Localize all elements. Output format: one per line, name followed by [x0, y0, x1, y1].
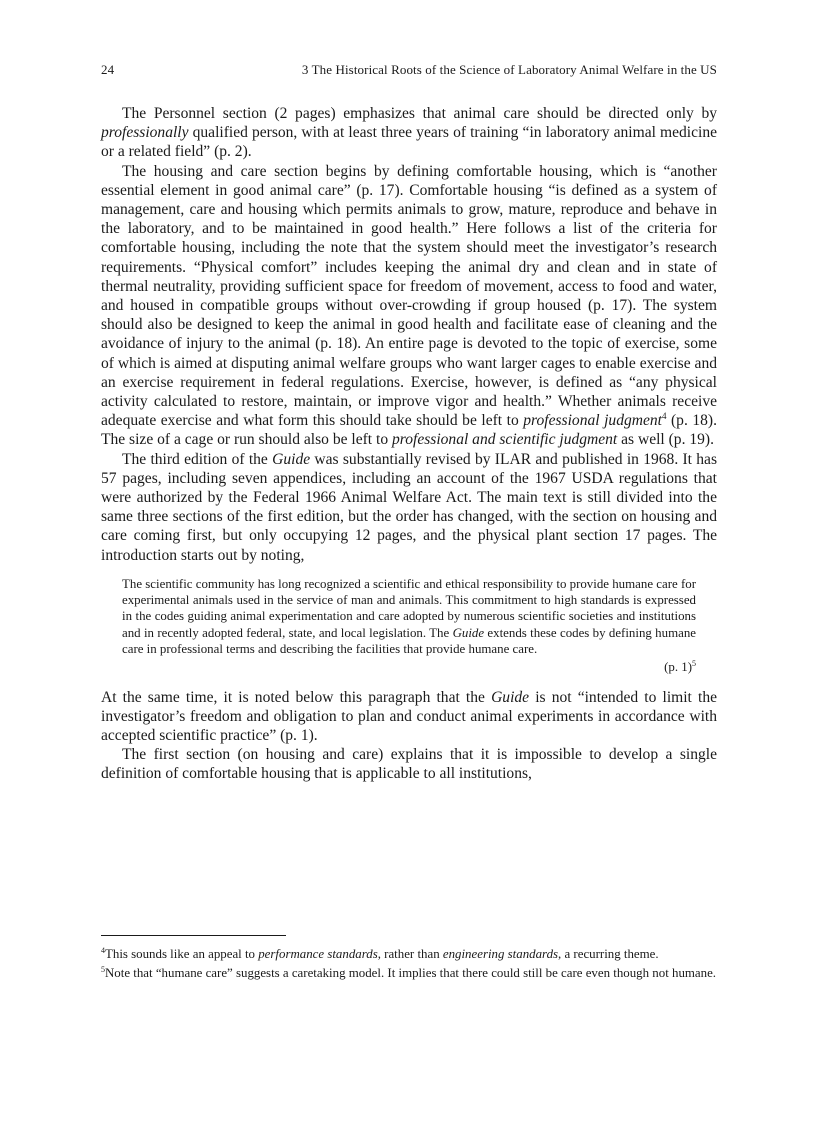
page-content: [101, 62, 717, 784]
emphasis: engineering standards: [442, 947, 559, 961]
emphasis: professional and scientific judgment: [391, 431, 618, 449]
text-run: The first section (on housing and care) explains that it is impossible to develop a single definition of comfortable housing that is applicable to all institutions,: [101, 746, 717, 783]
emphasis: professionally: [101, 124, 189, 142]
text-run: , rather than: [377, 947, 443, 961]
text-run: This sounds like an appeal to: [105, 947, 259, 961]
emphasis: performance standards: [258, 947, 378, 961]
footnote: [101, 946, 717, 962]
footnote: [101, 965, 717, 981]
text-run: The scientific community has long recognized a scientific and ethical responsibility to provide humane care for experimental animals used in the service of man and animals. This commitment to high standards is expressed in the codes guiding animal experimentation and care adopted by numerous scientific societies and institutions and in recently adopted federal, state, and local legislation. The: [122, 576, 696, 640]
body-text: [101, 104, 717, 784]
text-run: (p. 18). The size of a cage or run should also be left to: [101, 412, 717, 449]
paragraph: [101, 162, 717, 450]
quote-citation: [122, 659, 696, 675]
text-run: qualified person, with at least three years of training “in laboratory animal medicine or a related field” (p. 2).: [101, 124, 717, 161]
text-run: The Personnel section (2 pages) emphasizes that animal care should be directed only by: [122, 105, 717, 122]
footnote-number: 5: [101, 965, 105, 975]
footnote-marker: 5: [692, 659, 696, 669]
text-run: The third edition of the: [122, 450, 273, 468]
text-run: Note that “humane care” suggests a caretaking model. It implies that there could still be care even though not humane.: [105, 966, 717, 981]
footnote-number: 4: [101, 946, 105, 955]
running-header: [101, 62, 717, 78]
emphasis: Guide: [452, 625, 485, 640]
paragraph: [101, 104, 717, 162]
footnotes: [101, 935, 717, 985]
footnote-marker: 4: [661, 411, 667, 422]
text-run: extends these codes by defining humane care in professional terms and describing the facilities that provide humane care.: [122, 625, 696, 657]
text-run: The housing and care section begins by defining comfortable housing, which is “another essential element in good animal care” (p. 17). Comfortable housing “is defined as a system of management, care and housing which permits animals to grow, mature, reproduce and behave in the laboratory, and to be maintained in good health.” Here follows a list of the criteria for comfortable housing, including the note that the system should meet the investigator’s research requirements. “Physical comfort” includes keeping the animal dry and clean and in state of thermal neutrality, providing sufficient space for freedom of movement, access to food and water, and housed in compatible groups without over-crowding if group housed (p. 17). The system should also be designed to keep the animal in good health and facilitate ease of cleaning and the avoidance of injury to the animal (p. 18). An entire page is devoted to the topic of exercise, some of which is aimed at disputing animal welfare groups who want larger cages to enable exercise and an exercise requirement in federal regulations. Exercise, however, is defined as “any physical activity calculated to restore, maintain, or improve vigor and health.” Whether animals receive adequate exercise and what form this should take should be left to: [101, 162, 717, 430]
text-run: as well (p. 19).: [617, 431, 714, 449]
text-run: was substantially revised by ILAR and published in 1968. It has 57 pages, including seven appendices, including an account of the 1967 USDA regulations that were authorized by the Federal 1966 Animal Welfare Act. The main text is still divided into the same three sections of the first edition, but the order has changed, with the section on housing and care coming first, but only occupying 12 pages, and the physical plant section 17 pages. The introduction starts out by noting,: [101, 450, 718, 564]
paragraph: [101, 688, 717, 746]
block-quote: [122, 576, 696, 676]
text-run: , a recurring theme.: [558, 947, 659, 961]
emphasis: Guide: [272, 450, 311, 468]
emphasis: Guide: [491, 688, 530, 706]
footnote-rule: [101, 935, 286, 936]
emphasis: professional judgment: [523, 412, 662, 430]
running-title: 3 The Historical Roots of the Science of Laboratory Animal Welfare in the US: [301, 62, 717, 77]
citation-text: (p. 1): [664, 660, 692, 675]
quote-text: [122, 576, 696, 657]
text-run: At the same time, it is noted below this paragraph that the: [101, 688, 492, 706]
text-run: is not “intended to limit the investigator’s freedom and obligation to plan and conduct animal experiments in accordance with accepted scientific practice” (p. 1).: [101, 688, 718, 745]
paragraph: [101, 450, 717, 565]
page-number: 24: [101, 62, 115, 77]
paragraph: [101, 745, 717, 783]
